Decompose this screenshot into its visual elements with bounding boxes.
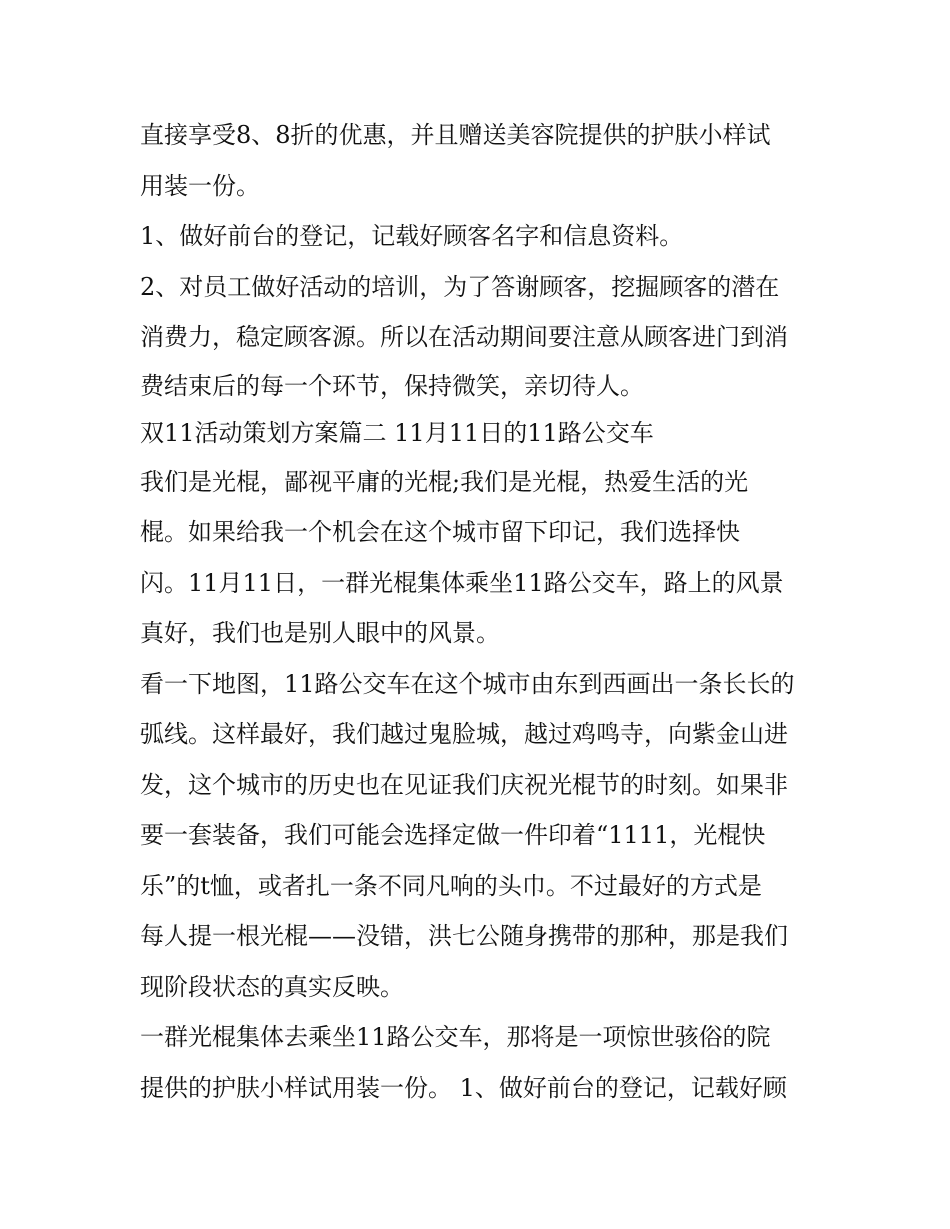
section-heading: 双11活动策划方案篇二 11月11日的11路公交车: [140, 418, 654, 447]
text-line: 闪。11月11日，一群光棍集体乘坐11路公交车，路上的风景: [140, 568, 784, 597]
text-line: 消费力，稳定顾客源。所以在活动期间要注意从顾客进门到消: [140, 323, 788, 351]
text-line: 费结束后的每一个环节，保持微笑，亲切待人。: [140, 371, 644, 400]
text-line: 棍。如果给我一个机会在这个城市留下印记，我们选择快: [140, 518, 740, 546]
document-body: [140, 110, 830, 1113]
text-line: 我们是光棍，鄙视平庸的光棍;我们是光棍，热爱生活的光: [140, 467, 749, 496]
text-line: 现阶段状态的真实反映。: [140, 972, 404, 1001]
text-line: 用装一份。: [140, 171, 260, 200]
text-line: 1、做好前台的登记，记载好顾客名字和信息资料。: [140, 222, 684, 250]
text-line: 弧线。这样最好，我们越过鬼脸城，越过鸡鸣寺，向紫金山进: [140, 720, 788, 748]
text-line: 一群光棍集体去乘坐11路公交车，那将是一项惊世骇俗的院: [140, 1023, 771, 1051]
text-line: 要一套装备，我们可能会选择定做一件印着“1111，光棍快: [140, 821, 766, 849]
text-line: 直接享受8、8折的优惠，并且赠送美容院提供的护肤小样试: [140, 121, 771, 149]
text-line: 乐”的t恤，或者扎一条不同凡响的头巾。不过最好的方式是: [140, 871, 762, 900]
text-line: 发，这个城市的历史也在见证我们庆祝光棍节的时刻。如果非: [140, 770, 788, 799]
text-line: 2、对员工做好活动的培训，为了答谢顾客，挖掘顾客的潜在: [140, 272, 780, 301]
text-line: 每人提一根光棍——没错，洪七公随身携带的那种，那是我们: [140, 922, 788, 950]
text-line: 真好，我们也是别人眼中的风景。: [140, 619, 500, 647]
text-line: 提供的护肤小样试用装一份。 1、做好前台的登记，记载好顾: [140, 1073, 787, 1102]
text-line: 看一下地图，11路公交车在这个城市由东到西画出一条长长的: [140, 669, 795, 698]
